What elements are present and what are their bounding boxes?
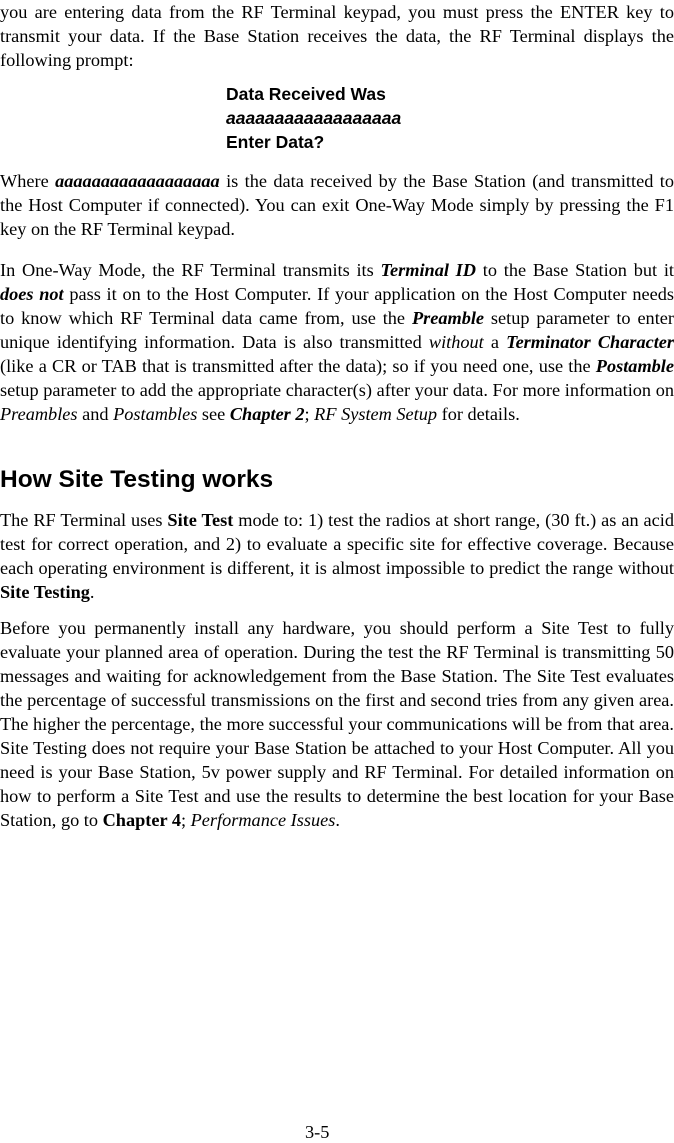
emphasis-text: Chapter 4 bbox=[102, 810, 181, 830]
prompt-line-1: Data Received Was bbox=[226, 84, 386, 104]
emphasis-text: without bbox=[428, 332, 484, 352]
body-text: Where bbox=[0, 171, 56, 191]
body-text: ; bbox=[304, 404, 315, 424]
emphasis-text: Preamble bbox=[411, 308, 485, 328]
body-text: mode to: 1) test the radios at short range, (30 ft.) as an acid test for correct operation, and 2) to evaluate a specific site for effective coverage. Because each operating environment is different, it is almost impossible to predict the range without bbox=[0, 510, 674, 578]
body-text: . bbox=[335, 810, 340, 830]
emphasis-text: does not bbox=[0, 284, 64, 304]
body-text: is the data received by the Base Station (and transmitted to the Host Computer if connected). You can exit One-Way Mode simply by pressing the F1 key on the RF Terminal keypad. bbox=[0, 171, 674, 239]
emphasis-text: RF System Setup bbox=[314, 404, 438, 424]
body-text: you are entering data from the RF Terminal keypad, you must press the ENTER key to transmit your data. If the Base Station receives the data, the RF Terminal displays the following prompt: bbox=[0, 2, 674, 70]
emphasis-text: Site Test bbox=[167, 510, 234, 530]
paragraph-one-way-mode bbox=[0, 258, 674, 426]
body-text: . bbox=[89, 582, 95, 602]
prompt-line-3: Enter Data? bbox=[226, 132, 325, 152]
emphasis-text: Preambles bbox=[0, 404, 78, 424]
body-text: and bbox=[77, 404, 114, 424]
paragraph-site-test bbox=[0, 508, 674, 604]
emphasis-text: Postamble bbox=[595, 356, 674, 376]
body-text: Before you permanently install any hardware, you should perform a Site Test to fully evaluate your planned area of operation. During the test the RF Terminal is transmitting 50 messages and waiting for acknowledgement from the Base Station. The Site Test evaluates the percentage of successful transmissions on the first and second tries from any given area. The higher the percentage, the more successful your communications will be from that area. Site Testing does not require your Base Station be attached to your Host Computer. All you need is your Base Station, 5v power supply and RF Terminal. For detailed information on how to perform a Site Test and use the results to determine the best location for your Base Station, go to bbox=[0, 618, 674, 830]
emphasis-text: aaaaaaaaaaaaaaaaaa bbox=[55, 171, 220, 191]
body-text: ; bbox=[180, 810, 191, 830]
emphasis-text: Performance Issues bbox=[190, 810, 336, 830]
body-text: setup parameter to add the appropriate character(s) after your data. For more information on bbox=[0, 380, 674, 400]
body-text: The RF Terminal uses bbox=[0, 510, 168, 530]
body-text: for details. bbox=[437, 404, 520, 424]
body-text: In One-Way Mode, the RF Terminal transmits its bbox=[0, 260, 381, 280]
body-text: to the Base Station but it bbox=[476, 260, 674, 280]
paragraph-before-install bbox=[0, 616, 674, 832]
emphasis-text: Terminator Character bbox=[506, 332, 674, 352]
emphasis-text: Terminal ID bbox=[380, 260, 476, 280]
body-text: (like a CR or TAB that is transmitted after the data); so if you need one, use the bbox=[0, 356, 596, 376]
body-text: a bbox=[483, 332, 507, 352]
body-text: pass it on to the Host Computer. If your application on the Host Computer needs to know which RF Terminal data came from, use the bbox=[0, 284, 674, 328]
paragraph-where bbox=[0, 169, 674, 241]
paragraph-intro bbox=[0, 0, 674, 72]
emphasis-text: Site Testing bbox=[0, 582, 90, 602]
section-heading: How Site Testing works bbox=[0, 466, 274, 493]
terminal-prompt bbox=[226, 82, 401, 154]
body-text: setup parameter to enter unique identifying information. Data is also transmitted bbox=[0, 308, 674, 352]
prompt-line-2: aaaaaaaaaaaaaaaaaa bbox=[226, 108, 402, 128]
page-number: 3-5 bbox=[305, 1122, 330, 1142]
body-text: see bbox=[197, 404, 230, 424]
emphasis-text: Chapter 2 bbox=[229, 404, 305, 424]
emphasis-text: Postambles bbox=[113, 404, 198, 424]
